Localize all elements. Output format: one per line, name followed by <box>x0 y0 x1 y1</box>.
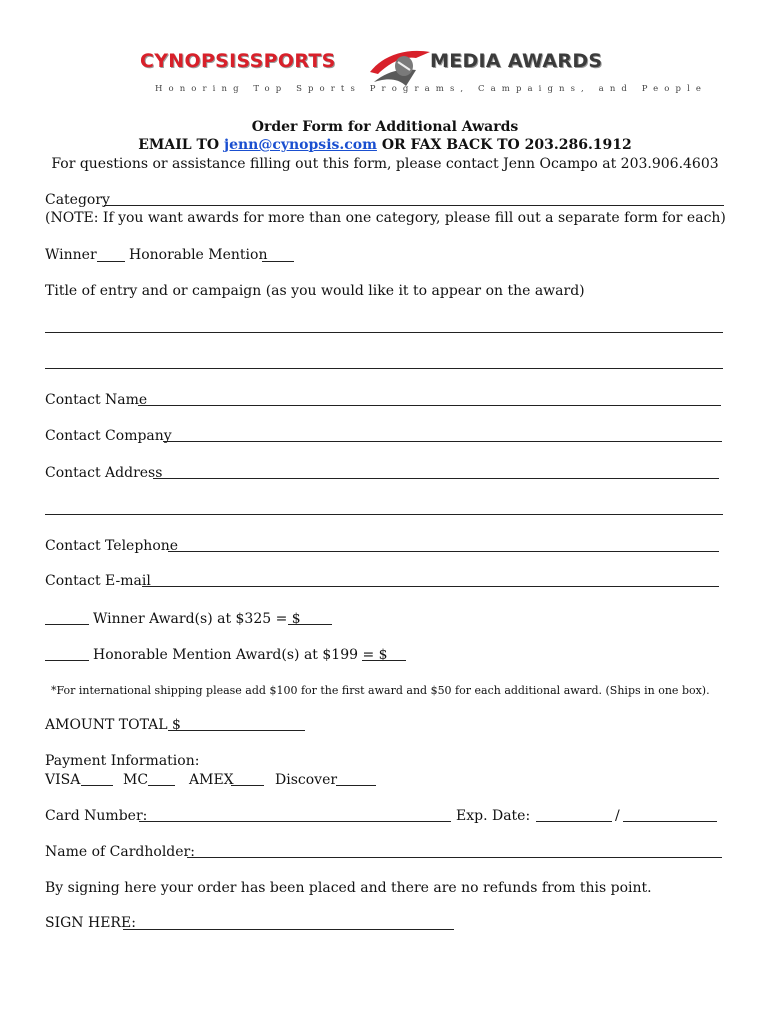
fax-text: OR FAX BACK TO 203.286.1912 <box>376 137 632 153</box>
amount-total-field[interactable] <box>168 730 305 731</box>
signature-field[interactable] <box>123 929 454 930</box>
category-field[interactable] <box>104 205 724 206</box>
amount-total-label: AMOUNT TOTAL $ <box>45 717 181 733</box>
title-entry-field-2[interactable] <box>45 368 723 369</box>
visa-field[interactable] <box>81 785 113 786</box>
contact-address-label: Contact Address <box>45 465 163 481</box>
honorable-award-label: Honorable Mention Award(s) at $199 = $ <box>93 647 388 663</box>
shipping-note: *For international shipping please add $100 for the first award and $50 for each additional award. (Ships in one box). <box>51 684 710 697</box>
form-title: Order Form for Additional Awards <box>251 119 519 135</box>
winner-award-amount-field[interactable] <box>288 624 332 625</box>
email-fax-line <box>0 136 770 154</box>
contact-address-field-2[interactable] <box>45 514 723 515</box>
contact-address-field-1[interactable] <box>153 478 719 479</box>
contact-company-field[interactable] <box>163 441 722 442</box>
winner-award-qty-field[interactable] <box>45 624 89 625</box>
logo-tagline: Honoring Top Sports Programs, Campaigns, and People <box>155 84 708 94</box>
contact-telephone-label: Contact Telephone <box>45 538 179 554</box>
exp-date-label: Exp. Date: <box>456 808 531 824</box>
cardholder-field[interactable] <box>187 857 722 858</box>
honorable-field[interactable] <box>262 261 294 262</box>
honorable-label: Honorable Mention <box>129 247 268 263</box>
signing-note: By signing here your order has been placed and there are no refunds from this point. <box>45 880 652 896</box>
card-number-label: Card Number: <box>45 808 148 824</box>
cardholder-label: Name of Cardholder: <box>45 844 195 860</box>
logo-swoosh-icon <box>364 42 434 88</box>
contact-name-field[interactable] <box>138 405 721 406</box>
mc-label: MC <box>123 772 149 788</box>
contact-name-label: Contact Name <box>45 392 148 408</box>
card-number-field[interactable] <box>139 821 451 822</box>
category-label: Category <box>45 192 110 208</box>
logo <box>0 40 770 100</box>
help-text: For questions or assistance filling out this form, please contact Jenn Ocampo at 203.906.4603 <box>51 156 719 172</box>
logo-text-cynopsis-sports: CYNOPSISSPORTS <box>140 50 336 72</box>
title-entry-field-1[interactable] <box>45 332 723 333</box>
category-note: (NOTE: If you want awards for more than one category, please fill out a separate form for each) <box>45 210 726 226</box>
discover-label: Discover <box>275 772 338 788</box>
exp-month-field[interactable] <box>536 821 612 822</box>
contact-company-label: Contact Company <box>45 428 172 444</box>
winner-field[interactable] <box>97 261 125 262</box>
winner-award-label: Winner Award(s) at $325 = $ <box>93 611 301 627</box>
exp-year-field[interactable] <box>623 821 717 822</box>
sign-here-label: SIGN HERE: <box>45 915 136 931</box>
payment-info-label: Payment Information: <box>45 753 200 769</box>
amex-field[interactable] <box>231 785 264 786</box>
winner-label: Winner <box>45 247 97 263</box>
amex-label: AMEX <box>189 772 234 788</box>
email-link[interactable]: jenn@cynopsis.com <box>224 137 377 153</box>
email-prefix: EMAIL TO <box>138 137 225 153</box>
contact-email-field[interactable] <box>142 586 719 587</box>
honorable-award-amount-field[interactable] <box>362 660 406 661</box>
exp-separator: / <box>615 808 620 824</box>
honorable-award-qty-field[interactable] <box>45 660 89 661</box>
discover-field[interactable] <box>336 785 376 786</box>
visa-label: VISA <box>45 772 81 788</box>
logo-text-media-awards: MEDIA AWARDS <box>430 50 603 72</box>
title-entry-label: Title of entry and or campaign (as you would like it to appear on the award) <box>45 283 585 299</box>
mc-field[interactable] <box>148 785 175 786</box>
contact-email-label: Contact E-mail <box>45 573 151 589</box>
contact-telephone-field[interactable] <box>168 551 719 552</box>
